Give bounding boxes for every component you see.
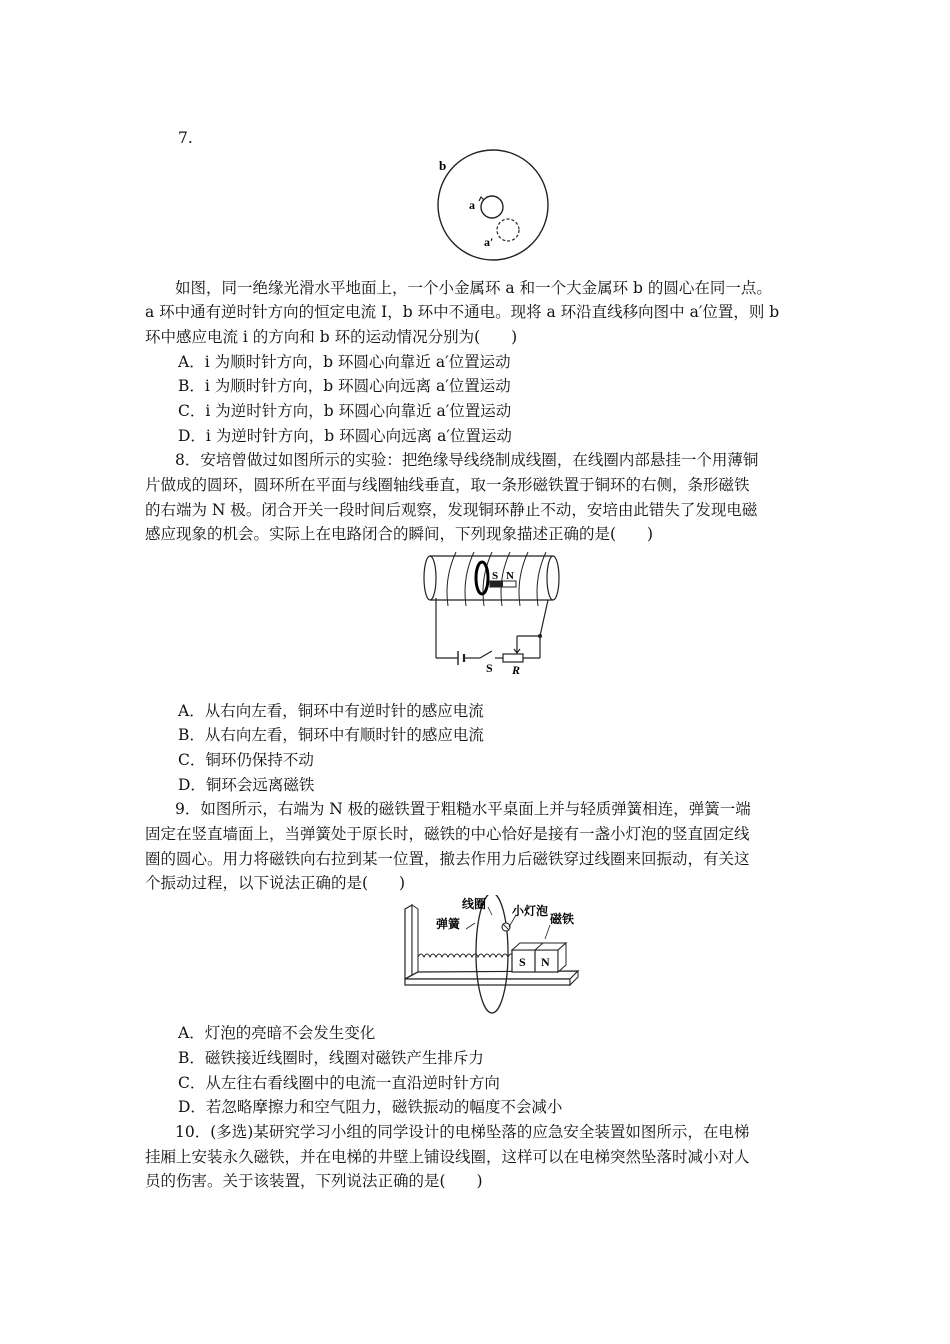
q7-label-a: a <box>469 198 475 212</box>
q9-label-bulb: 小灯泡 <box>512 904 549 918</box>
q9-label-magnet: 磁铁 <box>550 912 575 926</box>
q10-stem-line-3: 员的伤害。关于该装置，下列说法正确的是( ) <box>145 1172 483 1190</box>
q8-label-s-pole: S <box>492 570 499 582</box>
q8-option-c: C．铜环仍保持不动 <box>178 751 314 769</box>
q9-label-spring: 弹簧 <box>436 917 461 931</box>
q8-option-a: A．从右向左看，铜环中有逆时针的感应电流 <box>178 702 484 720</box>
q8-label-n-pole: N <box>506 570 514 582</box>
q9-option-d: D．若忽略摩擦力和空气阻力，磁铁振动的幅度不会减小 <box>178 1098 563 1116</box>
q7-stem-line-2: a 环中通有逆时针方向的恒定电流 I，b 环中不通电。现将 a 环沿直线移向图中 a′位置，则 b <box>145 303 780 321</box>
q7-label-a-prime: a′ <box>484 235 494 249</box>
q9-option-c: C．从左往右看线圈中的电流一直沿逆时针方向 <box>178 1074 500 1092</box>
q8-stem-line-4: 感应现象的机会。实际上在电路闭合的瞬间，下列现象描述正确的是( ) <box>145 525 654 543</box>
q10-stem-line-1: 10．(多选)某研究学习小组的同学设计的电梯坠落的应急安全装置如图所示，在电梯 <box>175 1123 750 1141</box>
q10-stem-line-2: 挂厢上安装永久磁铁，并在电梯的井壁上铺设线圈，这样可以在电梯突然坠落时减小对人 <box>145 1148 750 1166</box>
q8-option-b: B．从右向左看，铜环中有顺时针的感应电流 <box>178 726 484 744</box>
q8-label-resistor: R <box>512 663 521 677</box>
q9-stem-line-2: 固定在竖直墙面上，当弹簧处于原长时，磁铁的中心恰好是接有一盏小灯泡的竖直固定线 <box>145 825 750 843</box>
q7-stem-line-1: 如图，同一绝缘光滑水平地面上，一个小金属环 a 和一个大金属环 b 的圆心在同一点。 <box>175 279 772 297</box>
q9-option-a: A．灯泡的亮暗不会发生变化 <box>178 1024 376 1042</box>
q8-coil-circuit-diagram <box>418 548 568 678</box>
q7-option-b: B．i 为顺时针方向，b 环圆心向远离 a′位置运动 <box>178 377 511 395</box>
q7-ring-diagram <box>425 148 555 263</box>
q9-stem-line-4: 个振动过程，以下说法正确的是( ) <box>145 874 406 892</box>
q7-option-d: D．i 为逆时针方向，b 环圆心向远离 a′位置运动 <box>178 427 512 445</box>
q7-option-a: A．i 为顺时针方向，b 环圆心向靠近 a′位置运动 <box>178 353 511 371</box>
q9-label-coil: 线圈 <box>462 897 487 911</box>
q9-stem-line-3: 圈的圆心。用力将磁铁向右拉到某一位置，撤去作用力后磁铁穿过线圈来回振动，有关这 <box>145 850 750 868</box>
q9-option-b: B．磁铁接近线圈时，线圈对磁铁产生排斥力 <box>178 1049 484 1067</box>
q7-label-b: b <box>439 158 447 173</box>
q9-label-s: S <box>519 955 526 969</box>
q8-stem-line-3: 的右端为 N 极。闭合开关一段时间后观察，发现铜环静止不动，安培由此错失了发现电磁 <box>145 501 758 519</box>
q7-number: 7. <box>178 129 193 147</box>
q8-option-d: D．铜环会远离磁铁 <box>178 776 315 794</box>
q7-option-c: C．i 为逆时针方向，b 环圆心向靠近 a′位置运动 <box>178 402 512 420</box>
q8-stem-line-2: 片做成的圆环，圆环所在平面与线圈轴线垂直，取一条形磁铁置于铜环的右侧，条形磁铁 <box>145 476 750 494</box>
q7-stem-line-3: 环中感应电流 i 的方向和 b 环的运动情况分别为( ) <box>145 328 518 346</box>
q9-stem-line-1: 9．如图所示，右端为 N 极的磁铁置于粗糙水平桌面上并与轻质弹簧相连，弹簧一端 <box>175 800 751 818</box>
q9-label-n: N <box>541 955 550 969</box>
q8-stem-line-1: 8．安培曾做过如图所示的实验：把绝缘导线绕制成线圈，在线圈内部悬挂一个用薄铜 <box>175 451 759 469</box>
q9-spring-magnet-diagram <box>400 895 590 1020</box>
q8-label-switch: S <box>486 661 493 675</box>
